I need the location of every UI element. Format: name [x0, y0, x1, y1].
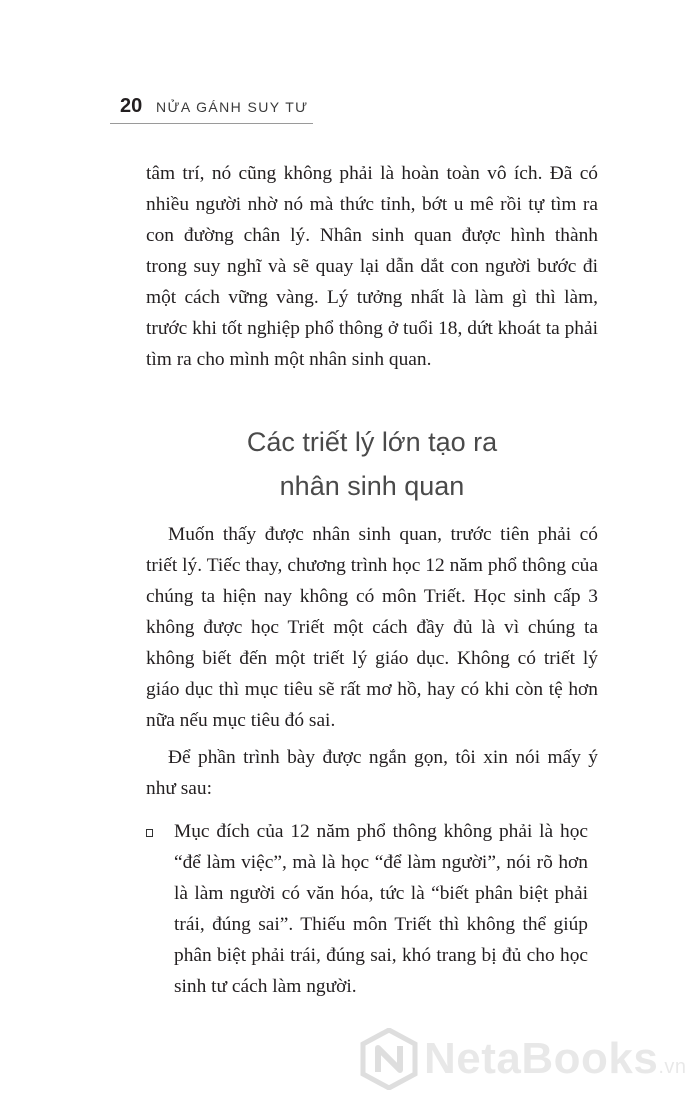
watermark-brand: [424, 1034, 687, 1092]
watermark-brand-text: NetaBooks: [424, 1034, 659, 1083]
body-paragraph: tâm trí, nó cũng không phải là hoàn toàn vô ích. Đã có nhiều người nhờ nó mà thức tỉnh, bớt u mê rồi tự tìm ra con đường chân lý. Nhân sinh quan được hình thành trong suy nghĩ và sẽ quay lại dẫn dắt con người bước đi một cách vững vàng. Lý tưởng nhất là làm gì thì làm, trước khi tốt nghiệp phổ thông ở tuổi 18, dứt khoát ta phải tìm ra cho mình một nhân sinh quan.: [146, 163, 598, 370]
body-paragraph: Muốn thấy được nhân sinh quan, trước tiên phải có triết lý. Tiếc thay, chương trình học 12 năm phổ thông của chúng ta hiện nay không có môn Triết. Học sinh cấp 3 không được học Triết một cách đầy đủ là vì chúng ta không biết đến một triết lý giáo dục. Không có triết lý giáo dục thì mục tiêu sẽ rất mơ hồ, hay có khi còn tệ hơn nữa nếu mục tiêu đó sai.: [146, 524, 598, 731]
bullet-text: Mục đích của 12 năm phổ thông không phải là học “để làm việc”, mà là học “để làm người”, nói rõ hơn là làm người có văn hóa, tức là “biết phân biệt phải trái, đúng sai”. Thiếu môn Triết thì không thể giúp phân biệt phải trái, đúng sai, khó trang bị đủ cho học sinh tư cách làm người.: [174, 821, 588, 997]
page-number: 20: [120, 95, 143, 117]
body-paragraph: Để phần trình bày được ngắn gọn, tôi xin nói mấy ý như sau:: [146, 747, 598, 799]
running-head: [110, 93, 313, 124]
section-heading: [146, 420, 598, 508]
watermark-suffix: .vn: [658, 1056, 687, 1078]
watermark: [360, 1024, 690, 1094]
book-title: NỬA GÁNH SUY TƯ: [156, 99, 309, 115]
section-heading-line: nhân sinh quan: [279, 471, 465, 501]
square-bullet-icon: [146, 829, 153, 837]
netabooks-logo-icon: [360, 1028, 418, 1090]
section-heading-line: Các triết lý lớn tạo ra: [246, 427, 498, 457]
